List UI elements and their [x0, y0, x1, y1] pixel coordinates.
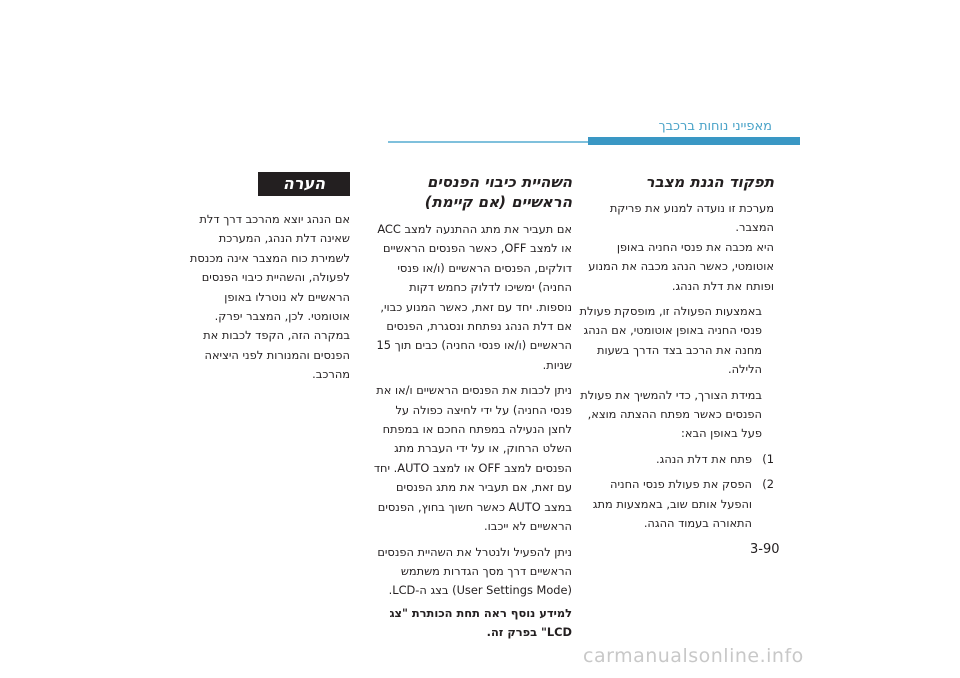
page-number: 3-90 [750, 542, 780, 557]
list-item-text: פתח את דלת הנהג. [656, 451, 752, 466]
lcd-reference-note: למידע נוסף ראה תחת הכותרת "צג LCD" בפרק זה. [389, 605, 572, 640]
battery-saver-indented: באמצעות הפעולה זו, מופסקת פעולת פנסי החניה באופן אוטומטי, אם הנהג מחנה את הרכב בצד הדרך בשעות הלילה. [579, 304, 762, 377]
battery-saver-paragraph: מערכת זו נועדה למנוע את פריקת המצבר. [609, 201, 774, 235]
battery-saver-heading: תפקוד הגנת מצבר [645, 173, 774, 191]
list-item-text: הפסק את פעולת פנסי החניה והפעל אותם שוב, באמצעות מתג התאורה בעמוד ההגה. [592, 477, 752, 531]
battery-saver-paragraph: היא מכבה את פנסי החניה באופן אוטומטי, כאשר הנהג מכבה את המנוע ופותח את דלת הנהג. [588, 239, 774, 293]
headlamp-delay-paragraph: ניתן לכבות את הפנסים הראשיים ו/או את פנסי החניה) על ידי לחיצה כפולה על לחצן הנעילה במפתח החכם או במפתח השלט הרחוק, או על ידי העברת מתג הפנסים למצב OFF או למצב AUTO. יחד עם זאת, אם תעביר את מתג הפנסים במצב AUTO כאשר חשוך בחוץ, הפנסים הראשיים לא ייכבו. [373, 383, 572, 534]
watermark: carmanualsonline.info [583, 645, 804, 667]
note-badge: הערה [258, 172, 350, 196]
list-item [578, 475, 774, 533]
headlamp-delay-paragraph: ניתן להפעיל ולנטרל את השהיית הפנסים הראשיים דרך מסך הגדרות משתמש (User Settings Mode) בצג ה-LCD. [377, 544, 572, 598]
header-accent-bar [588, 137, 800, 145]
note-text: אם הנהג יוצא מהרכב דרך דלת שאינה דלת הנהג, המערכת לשמירת כוח המצבר אינה מכנסת לפעולה, והשהיית כיבוי הפנסים הראשיים לא נוטרלו באופן אוטומטי. לכן, המצבר יפרק. במקרה הזה, הקפד לכבות את הפנסים והמנורות לפני היציאה מהרכב. [189, 212, 350, 382]
note-section [184, 172, 350, 385]
list-item [578, 450, 774, 469]
page-header-title: מאפייני נוחות ברכבך [658, 119, 772, 134]
battery-saver-indented: במידת הצורך, כדי להמשיך את פעולת הפנסים כאשר מפתח ההצתה מוצא, פעל באופן הבא: [580, 387, 762, 441]
list-item-number: 2) [762, 477, 774, 492]
headlamp-delay-heading: השהיית כיבוי הפנסים הראשיים (אם קיימת) [424, 173, 572, 211]
headlamp-delay-paragraph: אם תעביר את מתג ההתנעה למצב ACC או למצב OFF, כאשר הפנסים הראשיים דולקים, הפנסים הראשיים (ו/או פנסי החניה) ימשיכו לדלוק כחמש דקות נוספות. יחד עם זאת, כאשר המנוע כבוי, אם דלת הנהג נפתחת ונסגרת, הפנסים הראשיים (ו/או פנסי החניה) כבים תוך 15 שניות. [376, 222, 572, 372]
list-item-number: 1) [762, 451, 774, 466]
battery-saver-section [578, 172, 774, 534]
headlamp-delay-section [372, 172, 572, 643]
